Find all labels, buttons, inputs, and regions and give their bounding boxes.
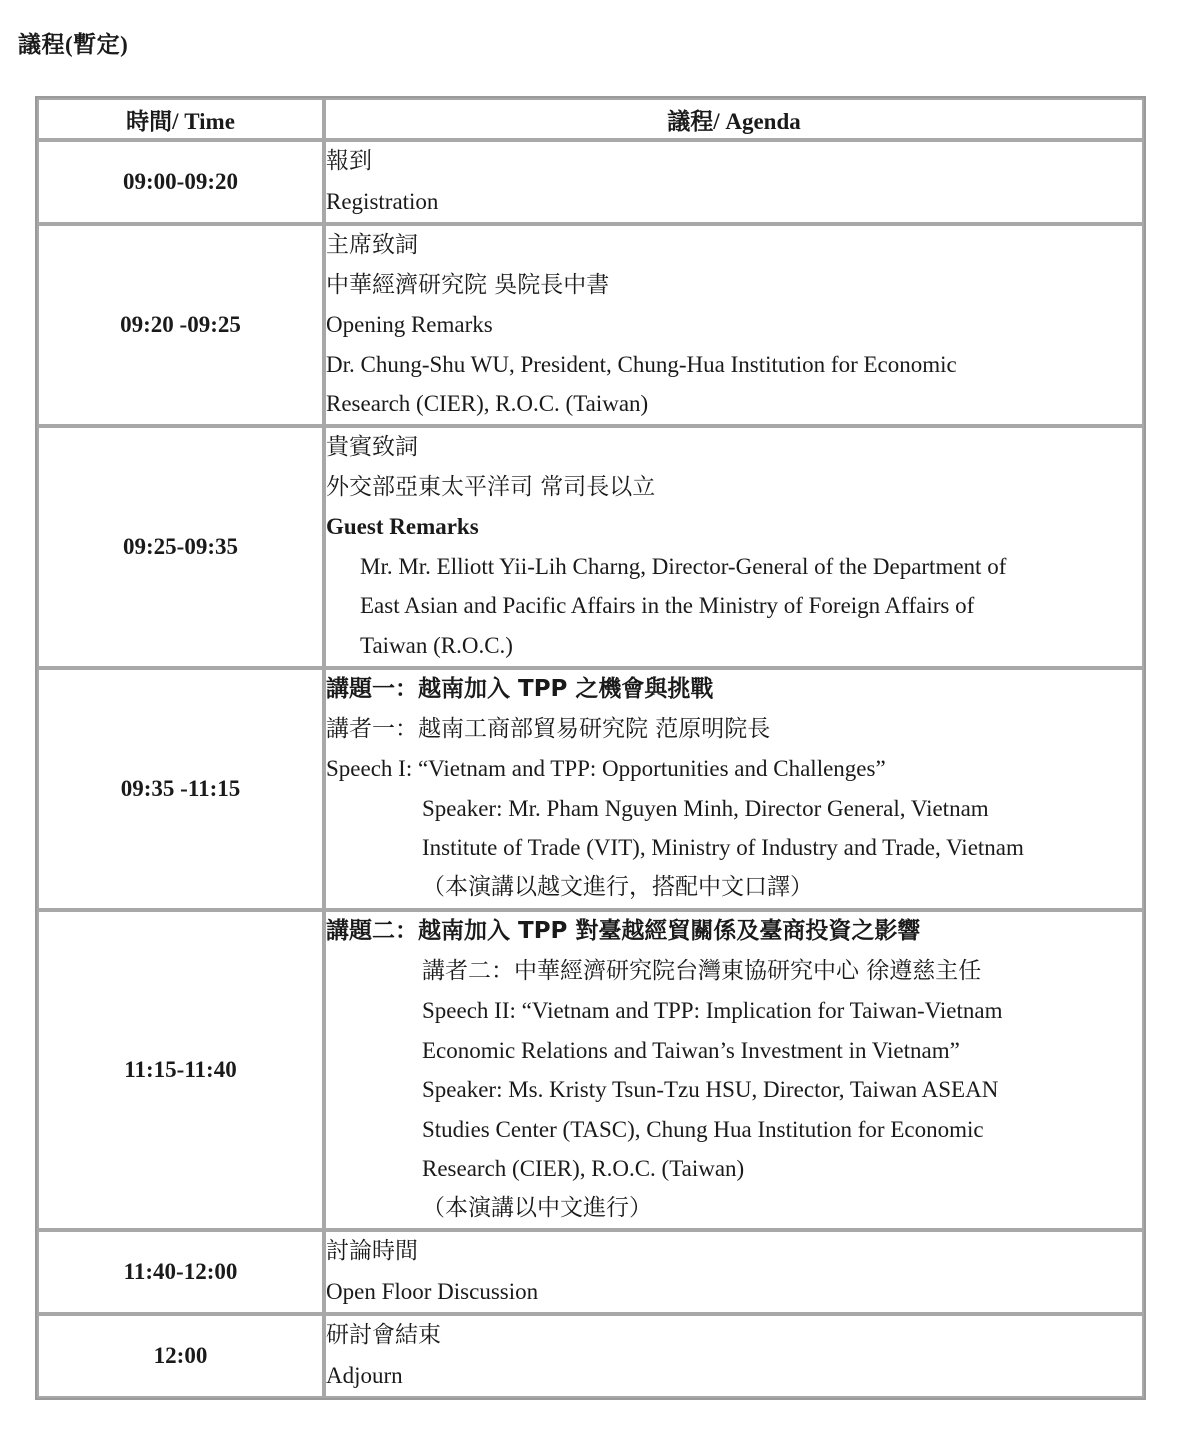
- time-cell: 12:00: [37, 1314, 324, 1398]
- speaker-en-line: East Asian and Pacific Affairs in the Ministry of Foreign Affairs of: [360, 593, 975, 618]
- agenda-title-zh: 主席致詞: [326, 232, 418, 258]
- agenda-title-en: Registration: [326, 188, 439, 214]
- agenda-cell: [324, 668, 1144, 910]
- agenda-cell: [324, 224, 1144, 426]
- language-note: （本演講以越文進行，搭配中文口譯）: [422, 873, 813, 900]
- time-cell: 09:25-09:35: [37, 426, 324, 668]
- agenda-title-en: Guest Remarks: [326, 514, 479, 539]
- time-cell: 09:35 -11:15: [37, 668, 324, 910]
- agenda-table: [35, 96, 1146, 1400]
- speaker-en-line: Studies Center (TASC), Chung Hua Institution for Economic: [422, 1116, 984, 1142]
- agenda-column-header: 議程/ Agenda: [324, 98, 1144, 140]
- language-note: （本演講以中文進行）: [422, 1194, 652, 1221]
- agenda-title-zh: 講題二：越南加入 TPP 對臺越經貿關係及臺商投資之影響: [326, 918, 921, 944]
- agenda-title-zh: 報到: [326, 148, 372, 174]
- agenda-cell: [324, 1230, 1144, 1314]
- table-row: [37, 668, 1144, 910]
- time-cell: 09:00-09:20: [37, 140, 324, 224]
- time-cell: 11:40-12:00: [37, 1230, 324, 1314]
- agenda-title-en: Opening Remarks: [326, 312, 493, 337]
- table-row: [37, 426, 1144, 668]
- speaker-en-line: Institute of Trade (VIT), Ministry of Industry and Trade, Vietnam: [422, 835, 1024, 860]
- agenda-title-en: Speech II: “Vietnam and TPP: Implication for Taiwan-Vietnam: [422, 998, 1003, 1023]
- speaker-en-line: Taiwan (R.O.C.): [360, 632, 513, 658]
- table-row: [37, 140, 1144, 224]
- table-header-row: [37, 98, 1144, 140]
- speaker-en-line: Research (CIER), R.O.C. (Taiwan): [326, 391, 649, 416]
- time-column-header: 時間/ Time: [37, 98, 324, 140]
- speaker-zh: 講者一：越南工商部貿易研究院 范原明院長: [326, 715, 771, 742]
- agenda-cell: [324, 140, 1144, 224]
- agenda-title-zh: 貴賓致詞: [326, 434, 418, 460]
- agenda-title-en: Speech I: “Vietnam and TPP: Opportunities and Challenges”: [326, 756, 886, 781]
- agenda-cell: [324, 1314, 1144, 1398]
- time-cell: 11:15-11:40: [37, 910, 324, 1230]
- agenda-title-en: Economic Relations and Taiwan’s Investment in Vietnam”: [422, 1037, 960, 1063]
- table-row: [37, 1230, 1144, 1314]
- agenda-title-zh: 討論時間: [326, 1238, 418, 1264]
- table-row: [37, 1314, 1144, 1398]
- agenda-cell: [324, 426, 1144, 668]
- speaker-zh: 外交部亞東太平洋司 常司長以立: [326, 473, 656, 500]
- speaker-en-line: Speaker: Mr. Pham Nguyen Minh, Director General, Vietnam: [422, 795, 989, 821]
- time-cell: 09:20 -09:25: [37, 224, 324, 426]
- speaker-zh: 講者二：中華經濟研究院台灣東協研究中心 徐遵慈主任: [422, 957, 982, 984]
- speaker-en-line: Dr. Chung-Shu WU, President, Chung-Hua Institution for Economic: [326, 351, 957, 377]
- speaker-zh: 中華經濟研究院 吳院長中書: [326, 271, 610, 298]
- table-row: [37, 224, 1144, 426]
- speaker-en-line: Mr. Mr. Elliott Yii-Lih Charng, Director-General of the Department of: [360, 553, 1007, 579]
- agenda-cell: [324, 910, 1144, 1230]
- table-row: [37, 910, 1144, 1230]
- agenda-title-en: Open Floor Discussion: [326, 1278, 539, 1304]
- speaker-en-line: Research (CIER), R.O.C. (Taiwan): [422, 1156, 745, 1181]
- agenda-title-zh: 研討會結束: [326, 1322, 441, 1348]
- agenda-title-en: Adjourn: [326, 1362, 403, 1388]
- speaker-en-line: Speaker: Ms. Kristy Tsun-Tzu HSU, Director, Taiwan ASEAN: [422, 1077, 999, 1102]
- agenda-title-zh: 講題一：越南加入 TPP 之機會與挑戰: [326, 676, 714, 702]
- page-title: 議程(暫定): [18, 32, 129, 57]
